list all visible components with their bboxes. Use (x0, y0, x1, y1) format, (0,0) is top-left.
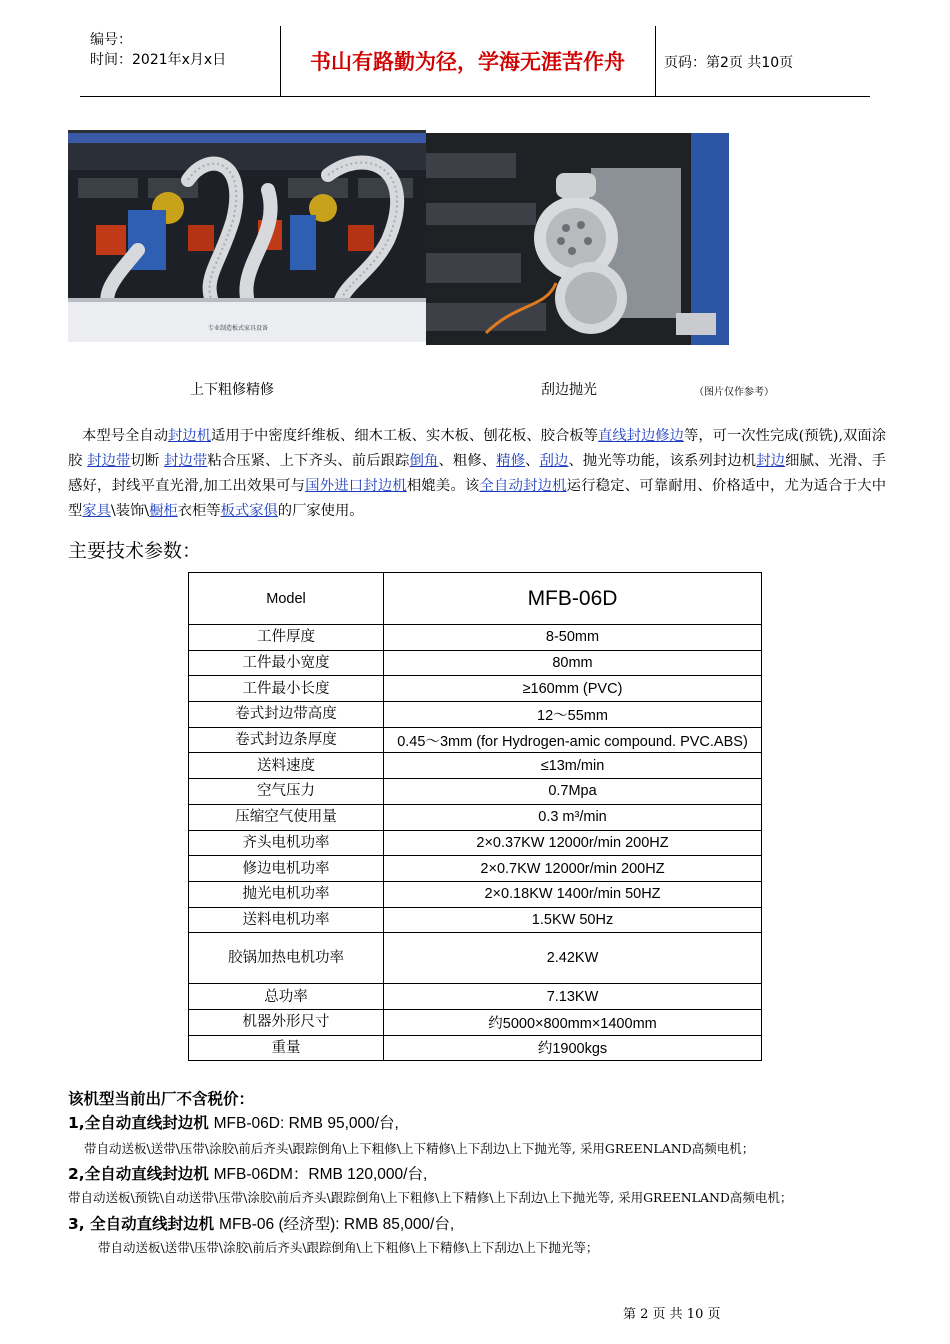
spec-key: 空气压力 (189, 779, 384, 805)
spec-key: 工件最小长度 (189, 676, 384, 702)
spec-value: 8-50mm (384, 625, 762, 651)
price-item-detail: 带自动送板\送带\压带\涂胶\前后齐头\跟踪倒角\上下粗修\上下精修\上下刮边\上下抛光等, 采用GREENLAND高频电机； (84, 1141, 755, 1156)
spec-row (189, 625, 762, 651)
paragraph-link[interactable]: 倒角 (409, 453, 439, 469)
photo-machine-label: 专业制造板式家具设备 (208, 325, 269, 332)
spec-row (189, 779, 762, 805)
spec-value: 0.3 m³/min (384, 804, 762, 830)
header-meta (90, 30, 226, 70)
spec-value: 0.7Mpa (384, 779, 762, 805)
spec-key: 送料速度 (189, 753, 384, 779)
spec-key: 机器外形尺寸 (189, 1009, 384, 1035)
price-item-2 (68, 1162, 427, 1184)
paragraph-link[interactable]: 家具 (82, 503, 111, 519)
paragraph-link[interactable]: 精修 (496, 453, 526, 469)
paragraph-link[interactable]: 封边机 (168, 428, 212, 444)
spec-key: 齐头电机功率 (189, 830, 384, 856)
paragraph-text: \装饰\ (110, 503, 150, 519)
spec-key: 压缩空气使用量 (189, 804, 384, 830)
paragraph-text: 本型号全自动 (82, 428, 169, 444)
page-header (80, 26, 870, 97)
spec-row (189, 804, 762, 830)
spec-value: ≥160mm (PVC) (384, 676, 762, 702)
spec-key: 重量 (189, 1035, 384, 1061)
spec-value: 12～55mm (384, 702, 762, 728)
price-title: 该机型当前出厂不含税价： (68, 1090, 255, 1108)
caption-note: （图片仅作参考） (694, 387, 774, 398)
paragraph-link[interactable]: 国外进口封边机 (305, 478, 407, 494)
spec-row (189, 984, 762, 1010)
price-item-model: MFB-06DM (213, 1166, 293, 1183)
spec-row (189, 753, 762, 779)
spec-row (189, 702, 762, 728)
paragraph-text: 切断 (130, 453, 165, 469)
spec-key: 送料电机功率 (189, 907, 384, 933)
price-item-price: (经济型): RMB 85,000/台, (274, 1216, 455, 1233)
price-item-name: 全自动直线封边机 (84, 1114, 209, 1132)
price-item-name: 全自动直线封边机 (84, 1165, 209, 1183)
paragraph-text: 适用于中密度纤维板、细木工板、实木板、刨花板、胶合板等 (211, 428, 598, 444)
paragraph-text: 相媲美。该 (406, 478, 480, 494)
price-item-detail: 带自动送板\预铣\自动送带\压带\涂胶\前后齐头\跟踪倒角\上下粗修\上下精修\上下刮边\上下抛光等, 采用GREENLAND高频电机； (68, 1190, 793, 1205)
price-item-model: MFB-06 (219, 1216, 275, 1233)
spec-value: 2×0.18KW 1400r/min 50HZ (384, 881, 762, 907)
spec-row (189, 650, 762, 676)
price-item-price: ：RMB 120,000/台, (292, 1166, 428, 1183)
trimming-units-illustration (68, 130, 426, 342)
spec-row (189, 727, 762, 753)
paragraph-text: 、抛光等功能，该系列封边机 (568, 453, 757, 469)
paragraph-link[interactable]: 封边带 (87, 453, 131, 469)
spec-header-value: MFB-06D (384, 573, 762, 625)
spec-header-key: Model (189, 573, 384, 625)
spec-row (189, 830, 762, 856)
spec-value: ≤13m/min (384, 753, 762, 779)
photo-polishing-units (426, 133, 729, 345)
spec-row (189, 1035, 762, 1061)
spec-row (189, 881, 762, 907)
spec-value: 约5000×800mm×1400mm (384, 1009, 762, 1035)
params-title: 主要技术参数： (68, 540, 202, 562)
header-motto: 书山有路勤为径，学海无涯苦作舟 (310, 49, 625, 74)
spec-key: 抛光电机功率 (189, 881, 384, 907)
paragraph-text: 运行稳定、可靠耐用、价格适中，尤为适合于大中型 (68, 478, 887, 519)
price-item-3 (68, 1212, 454, 1234)
spec-value: 2×0.7KW 12000r/min 200HZ (384, 856, 762, 882)
spec-value: 0.45～3mm (for Hydrogen-amic compound. PVC.ABS) (384, 727, 762, 753)
intro-paragraph (68, 424, 886, 524)
spec-value: 1.5KW 50Hz (384, 907, 762, 933)
paragraph-link[interactable]: 封边带 (164, 453, 208, 469)
paragraph-text: 、粗修、 (438, 453, 497, 469)
spec-value: 80mm (384, 650, 762, 676)
price-item-price: : RMB 95,000/台, (279, 1115, 399, 1132)
price-item-1 (68, 1111, 399, 1133)
paragraph-link[interactable]: 刮边 (539, 453, 569, 469)
paragraph-text: 细腻、光滑、手感好，封线平直光滑,加工出效果可与 (68, 453, 887, 494)
paragraph-text: 的厂家使用。 (277, 503, 364, 519)
spec-key: 修边电机功率 (189, 856, 384, 882)
paragraph-text: 等，可一次性完成(预铣),双面涂胶 (68, 428, 887, 469)
spec-value: 2.42KW (384, 933, 762, 984)
spec-row (189, 676, 762, 702)
price-item-model: MFB-06D (213, 1115, 280, 1132)
paragraph-link[interactable]: 全自动封边机 (479, 478, 567, 494)
header-divider (655, 26, 656, 96)
spec-table (188, 572, 762, 1061)
spec-value: 2×0.37KW 12000r/min 200HZ (384, 830, 762, 856)
spec-row (189, 907, 762, 933)
polishing-units-illustration (426, 133, 729, 345)
price-item-num: 2, (68, 1165, 85, 1183)
spec-row (189, 933, 762, 984)
photo-trimming-units (68, 130, 426, 342)
header-number-label: 编号： (90, 32, 132, 48)
spec-value: 7.13KW (384, 984, 762, 1010)
paragraph-link[interactable]: 橱柜 (149, 503, 178, 519)
header-page-code: 页码：第2页 共10页 (664, 55, 794, 71)
spec-key: 胶锅加热电机功率 (189, 933, 384, 984)
spec-header-row (189, 573, 762, 625)
price-item-num: 3, (68, 1215, 85, 1233)
page-footer: 第 2 页 共 10 页 (623, 1307, 721, 1322)
paragraph-link[interactable]: 板式家俱 (220, 503, 278, 519)
spec-row (189, 856, 762, 882)
paragraph-text: 衣柜等 (177, 503, 221, 519)
paragraph-link[interactable]: 封边 (756, 453, 786, 469)
spec-table-body (189, 573, 762, 1061)
spec-key: 卷式封边带高度 (189, 702, 384, 728)
price-item-name: 全自动直线封边机 (84, 1215, 215, 1233)
paragraph-text: 、 (525, 453, 540, 469)
paragraph-text: 粘合压紧、上下齐头、前后跟踪 (207, 453, 410, 469)
price-item-detail: 带自动送板\送带\压带\涂胶\前后齐头\跟踪倒角\上下粗修\上下精修\上下刮边\上下抛光等； (98, 1240, 599, 1255)
spec-value: 约1900kgs (384, 1035, 762, 1061)
paragraph-link[interactable]: 直线封边修边 (597, 428, 684, 444)
header-time-label: 时间：2021年x月x日 (90, 52, 227, 68)
spec-key: 工件厚度 (189, 625, 384, 651)
spec-key: 工件最小宽度 (189, 650, 384, 676)
caption-left: 上下粗修精修 (190, 382, 274, 398)
spec-key: 卷式封边条厚度 (189, 727, 384, 753)
price-item-num: 1, (68, 1114, 85, 1132)
caption-right: 刮边抛光 (541, 382, 597, 398)
spec-row (189, 1009, 762, 1035)
spec-key: 总功率 (189, 984, 384, 1010)
